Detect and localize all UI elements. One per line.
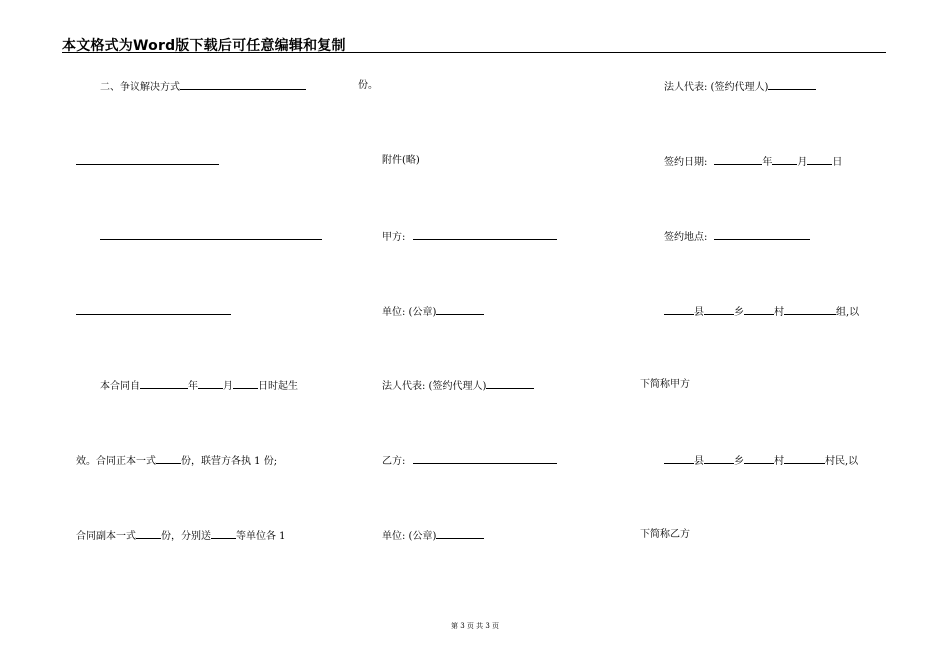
- party-a-name: 下简称甲方: [640, 379, 690, 390]
- month-label: 月: [223, 381, 233, 392]
- attachment-text: 附件(略): [382, 155, 420, 166]
- effective-suffix: 日时起生: [258, 381, 298, 392]
- page-number: 第 3 页 共 3 页: [450, 622, 500, 630]
- effect-text: 效。合同正本一式: [76, 456, 156, 467]
- sign-date-label: 签约日期:: [664, 157, 708, 168]
- county-blank: [664, 305, 694, 315]
- county-label: 县: [694, 456, 704, 467]
- duplicate-copies-line: [76, 529, 286, 543]
- village-label: 村: [774, 307, 784, 318]
- copies-blank: [156, 454, 181, 464]
- villager-suffix: 村民,以: [825, 456, 859, 467]
- month-blank: [772, 155, 797, 165]
- party-b-address-line: [664, 454, 858, 468]
- unit-label: 单位: (公章): [382, 531, 437, 542]
- party-b-label: 乙方:: [382, 456, 406, 467]
- copies-blank: [136, 529, 161, 539]
- party-a-address-line: [664, 305, 859, 319]
- duplicate-mid: 份，分别送: [161, 531, 211, 542]
- unit-blank: [436, 529, 484, 539]
- sign-place-line: [664, 230, 810, 244]
- effective-date-line: [100, 379, 298, 393]
- duplicate-suffix: 等单位各 1: [236, 531, 286, 542]
- unit-seal-line: [382, 305, 484, 319]
- year-blank: [714, 155, 762, 165]
- party-a-line: [382, 230, 557, 244]
- sign-place-label: 签约地点:: [664, 232, 708, 243]
- blank-field: [76, 155, 219, 165]
- county-label: 县: [694, 307, 704, 318]
- party-a-blank: [413, 230, 557, 240]
- village-blank: [744, 305, 774, 315]
- blank-line: [100, 230, 322, 244]
- county-blank: [664, 454, 694, 464]
- copies-text: 份。: [358, 80, 378, 91]
- blank-line: [76, 155, 219, 169]
- header-divider: [62, 52, 886, 53]
- blank-field: [180, 80, 306, 90]
- effective-prefix: 本合同自: [100, 381, 140, 392]
- legal-rep-line: [382, 379, 534, 393]
- township-blank: [704, 454, 734, 464]
- month-blank: [198, 379, 223, 389]
- sign-place-blank: [714, 230, 810, 240]
- year-blank: [140, 379, 188, 389]
- township-label: 乡: [734, 307, 744, 318]
- group-blank: [784, 305, 836, 315]
- blank-field: [100, 230, 322, 240]
- blank-line: [76, 305, 231, 319]
- legal-rep-blank: [486, 379, 534, 389]
- unit-label: 单位: (公章): [382, 307, 437, 318]
- day-label: 日: [832, 157, 843, 168]
- recipient-blank: [211, 529, 236, 539]
- legal-rep-label: 法人代表: (签约代理人): [664, 82, 769, 93]
- document-header-title: 本文格式为Word版下载后可任意编辑和复制: [62, 38, 346, 54]
- legal-rep-label: 法人代表: (签约代理人): [382, 381, 487, 392]
- blank-field: [76, 305, 231, 315]
- day-blank: [233, 379, 258, 389]
- year-label: 年: [762, 157, 773, 168]
- legal-rep-blank: [768, 80, 816, 90]
- group-suffix: 组,以: [836, 307, 860, 318]
- party-a-label: 甲方:: [382, 232, 406, 243]
- party-b-blank: [413, 454, 557, 464]
- original-copies-line: [76, 454, 277, 468]
- sign-date-line: [664, 155, 842, 169]
- duplicate-prefix: 合同副本一式: [76, 531, 136, 542]
- party-b-line: [382, 454, 557, 468]
- township-blank: [704, 305, 734, 315]
- month-label: 月: [797, 157, 808, 168]
- dispute-resolution-line: [100, 80, 306, 94]
- day-blank: [807, 155, 832, 165]
- copies-unit: 份，联营方各执 1 份;: [181, 456, 278, 467]
- party-b-name: 下简称乙方: [640, 529, 690, 540]
- unit-blank: [436, 305, 484, 315]
- village-label: 村: [774, 456, 784, 467]
- village-blank: [744, 454, 774, 464]
- year-label: 年: [188, 381, 198, 392]
- unit-seal-line: [382, 529, 484, 543]
- dispute-label: 二、争议解决方式: [100, 82, 180, 93]
- legal-rep-line: [664, 80, 816, 94]
- villager-blank: [784, 454, 825, 464]
- township-label: 乡: [734, 456, 744, 467]
